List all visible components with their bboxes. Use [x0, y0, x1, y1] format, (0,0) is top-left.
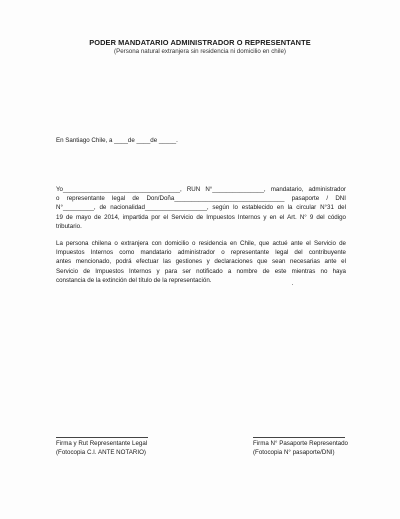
document-subtitle: (Persona natural extranjera sin residencia ni domicilio en chile): [114, 48, 286, 55]
signature-block-legal-representative: [56, 439, 147, 458]
paragraph-line: 19 de mayo de 2014, impartida por el Servicio de Impuestos Internos y en el Art. N° 9 del código: [56, 213, 346, 221]
document-title: PODER MANDATARIO ADMINISTRADOR O REPRESENTANTE: [89, 38, 311, 47]
paragraph-line: o representante legal de Don/Doña________________________________ pasaporte / DNI: [56, 195, 346, 203]
paragraph-line: tributario.: [56, 222, 82, 230]
signature-line-left: [56, 437, 148, 438]
paragraph-line: Yo__________________________________, RUN N°_______________, mandatario, administrador: [56, 186, 346, 193]
paragraph-line: Impuestos Internos como mandatario administrador o representante legal del contribuyente: [56, 249, 346, 257]
paragraph-line: antes mencionado, podrá efectuar las gestiones y declaraciones que sean necesarias ante el: [56, 258, 346, 266]
signature-label: Firma y Rut Representante Legal: [56, 440, 148, 447]
paragraph-line: N°_________, de nacionalidad__________________, según lo establecido en la circular N°31 del: [56, 204, 346, 212]
signature-note: (Fotocopia N° pasaporte/DNI): [253, 449, 335, 457]
paragraph-line: La persona chilena o extranjera con domicilio o residencia en Chile, que actué ante el Servicio de: [56, 240, 346, 247]
paragraph-line: constancia de la extinción del título de la representación.: [56, 276, 212, 284]
paragraph-line: Servicio de Impuestos Internos y para ser notificado a nombre de este mientras no haya: [56, 267, 346, 275]
signature-line-right: [253, 437, 345, 438]
signature-note: (Fotocopia C.I. ANTE NOTARIO): [56, 449, 146, 457]
paragraph-powers: [56, 239, 346, 285]
signature-block-represented: [253, 439, 348, 458]
date-line: En Santiago Chile, a ____de ____de _____.: [56, 137, 178, 144]
paragraph-mandate: [56, 185, 346, 231]
signature-label: Firma N° Pasaporte Representado: [253, 440, 348, 447]
